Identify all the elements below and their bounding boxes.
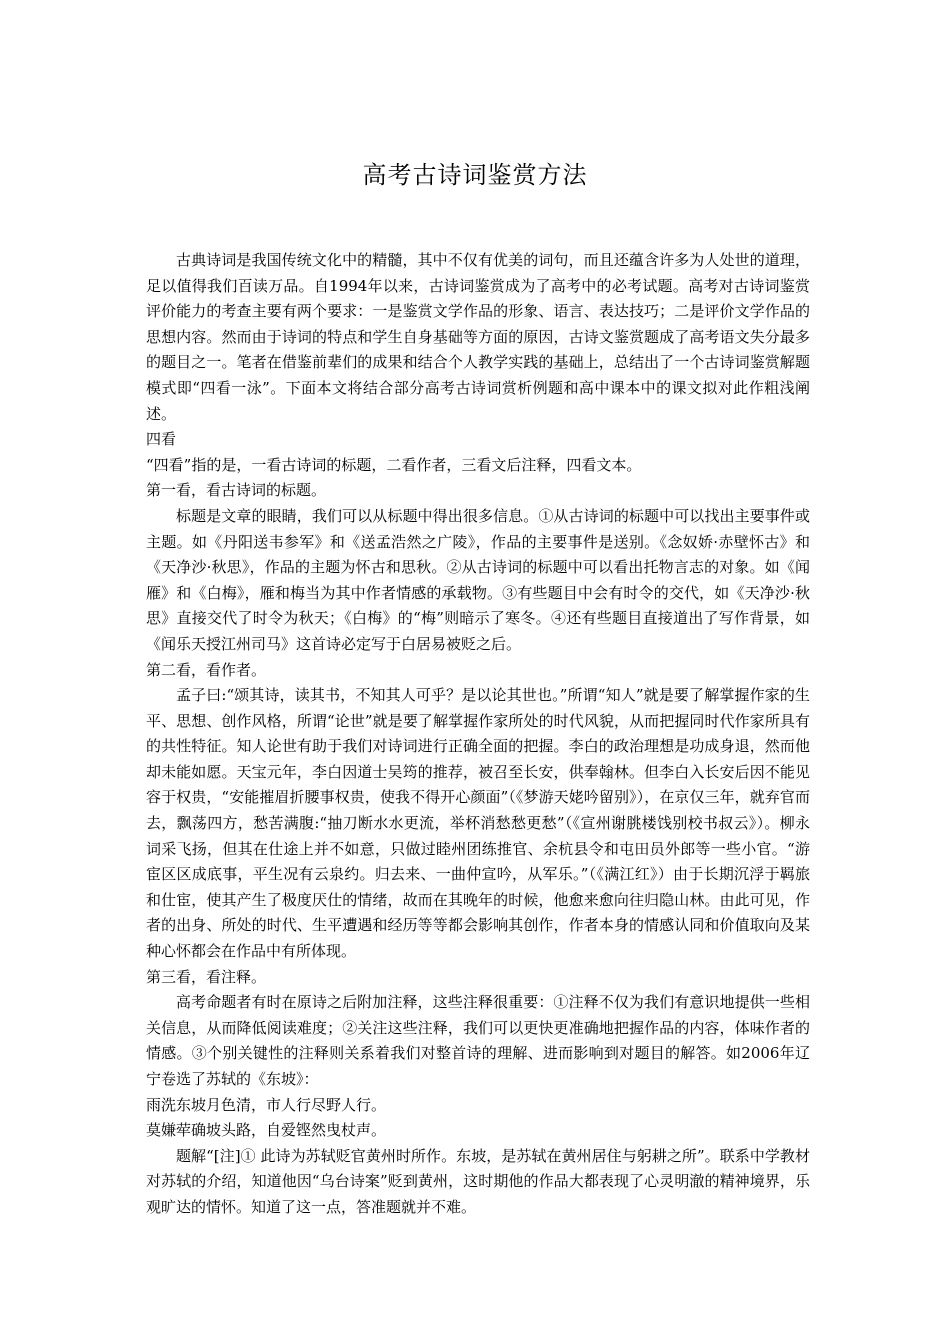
subheading-first-look: 第一看，看古诗词的标题。 [146, 481, 327, 500]
section-heading-four-looks: 四看 [146, 430, 177, 449]
paragraph-author-analysis: 孟子曰:“颂其诗，读其书，不知其人可乎？是以论其世也。”所谓“知人”就是要了解掌握作家的生平、思想、创作风格，所谓“论世”就是要了解掌握作家所处的时代风貌，从而把握同时代作家所具有的共性特征。知人论世有助于我们对诗词进行正确全面的把握。李白的政治理想是功成身退，然而他却未能如愿。天宝元年，李白因道士吴筠的推荐，被召至长安，供奉翰林。但李白入长安后因不能见容于权贵，“安能摧眉折腰事权贵，使我不得开心颜面”（《梦游天姥吟留别》），在京仅三年，就弃官而去，飘荡四方，愁苦满腹:“抽刀断水水更流，举杯消愁愁更愁”（《宣州谢朓楼饯别校书叔云》）。柳永词采飞扬，但其在仕途上并不如意，只做过睦州团练推官、余杭县令和屯田员外郎等一些小官。“游宦区区成底事，平生况有云泉约。归去来、一曲仲宣吟，从军乐。”（《满江红》）由于长期沉浮于羁旅和仕宦，使其产生了极度厌仕的情绪，故而在其晚年的时候，他愈来愈向往归隐山林。由此可见，作者的出身、所处的时代、生平遭遇和经历等等都会影响其创作，作者本身的情感认同和价值取向及某种心怀都会在作品中有所体现。 [146, 686, 810, 961]
subheading-second-look: 第二看，看作者。 [146, 660, 267, 679]
document-title: 高考古诗词鉴赏方法 [362, 161, 588, 189]
paragraph-poem-explanation: 题解“[注]① 此诗为苏轼贬官黄州时所作。东坡，是苏轼在黄州居住与躬耕之所”。联系中学教材对苏轼的介绍，知道他因“乌台诗案”贬到黄州，这时期他的作品大都表现了心灵明澈的精神境界，乐观旷达的情怀。知道了这一点，答准题就并不难。 [146, 1146, 810, 1216]
paragraph-annotation-analysis: 高考命题者有时在原诗之后附加注释，这些注释很重要：①注释不仅为我们有意识地提供一些相关信息，从而降低阅读难度；②关注这些注释，我们可以更快更准确地把握作品的内容，体味作者的情感。③个别关键性的注释则关系着我们对整首诗的理解、进而影响到对题目的解答。如2006年辽宁卷选了苏轼的《东坡》： [146, 993, 810, 1088]
intro-paragraph: 古典诗词是我国传统文化中的精髓，其中不仅有优美的词句，而且还蕴含许多为人处世的道理，足以值得我们百读万品。自1994年以来，古诗词鉴赏成为了高考中的必考试题。高考对古诗词鉴赏评价能力的考查主要有两个要求：一是鉴赏文学作品的形象、语言、表达技巧；二是评价文学作品的思想内容。然而由于诗词的特点和学生自身基础等方面的原因，古诗文鉴赏题成了高考语文失分最多的题目之一。笔者在借鉴前辈们的成果和结合个人教学实践的基础上，总结出了一个古诗词鉴赏解题模式即“四看一泳”。下面本文将结合部分高考古诗词赏析例题和高中课本中的课文拟对此作粗浅阐述。 [146, 251, 810, 423]
document-body [146, 248, 810, 1221]
poem-line-1: 雨洗东坡月色清，市人行尽野人行。 [146, 1095, 387, 1114]
four-looks-definition: “四看”指的是，一看古诗词的标题，二看作者，三看文后注释，四看文本。 [146, 455, 642, 474]
poem-line-2: 莫嫌荦确坡头路，自爱铿然曳杖声。 [146, 1121, 387, 1140]
subheading-third-look: 第三看，看注释。 [146, 967, 267, 986]
paragraph-title-analysis: 标题是文章的眼睛，我们可以从标题中得出很多信息。①从古诗词的标题中可以找出主要事件或主题。如《丹阳送韦参军》和《送孟浩然之广陵》，作品的主要事件是送别。《念奴娇·赤壁怀古》和《天净沙·秋思》，作品的主题为怀古和思秋。②从古诗词的标题中可以看出托物言志的对象。如《闻雁》和《白梅》，雁和梅当为其中作者情感的承载物。③有些题目中会有时令的交代，如《天净沙·秋思》直接交代了时令为秋天；《白梅》的“梅”则暗示了寒冬。④还有些题目直接道出了写作背景，如《闻乐天授江州司马》这首诗必定写于白居易被贬之后。 [146, 506, 810, 653]
